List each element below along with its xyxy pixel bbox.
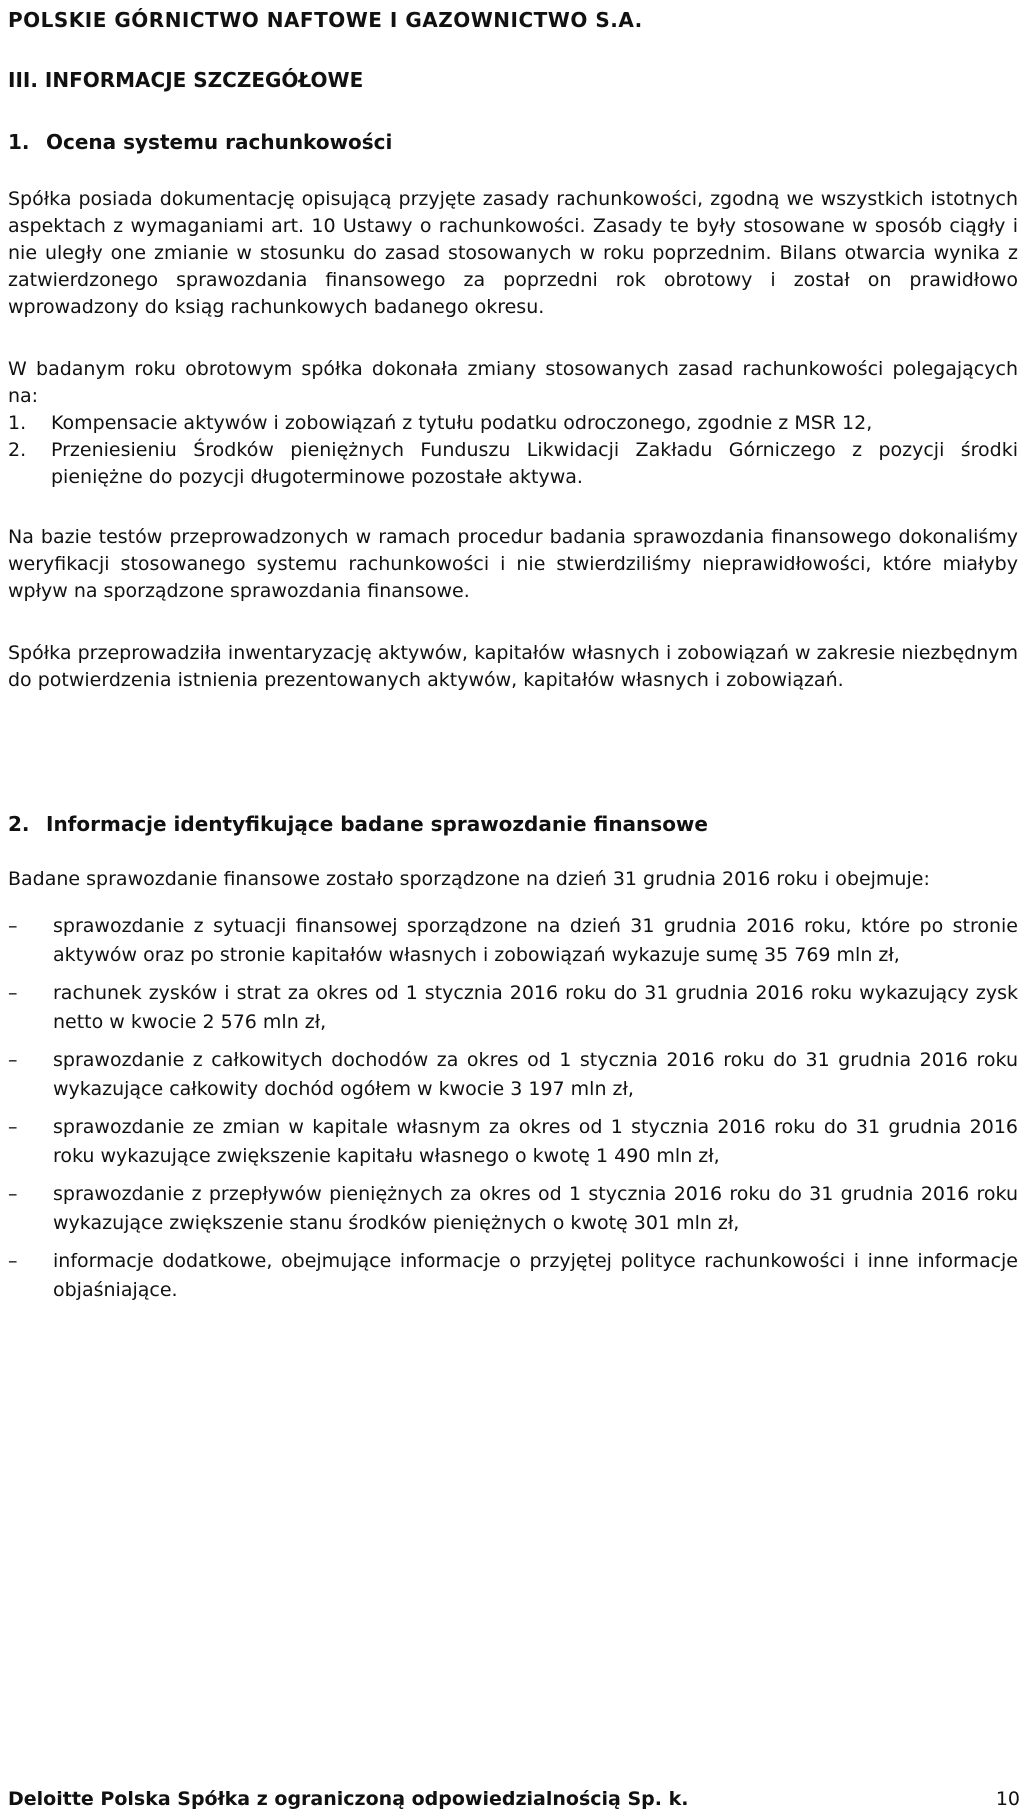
list-item [8, 410, 1018, 437]
dash-marker: – [8, 1183, 18, 1205]
list-text: rachunek zysków i strat za okres od 1 stycznia 2016 roku do 31 grudnia 2016 roku wykazujący zysk netto w kwocie 2 576 mln zł, [53, 982, 1018, 1033]
paragraph-accounting-policy: Spółka posiada dokumentację opisującą przyjęte zasady rachunkowości, zgodną we wszystkich istotnych aspektach z wymaganiami art. 10 Ustawy o rachunkowości. Zasady te były stosowane w sposób ciągły i nie uległy one zmianie w stosunku do zasad stosowanych w roku poprzednim. Bilans otwarcia wynika z zatwierdzonego sprawozdania finansowego za poprzedni rok obrotowy i został on prawidłowo wprowadzony do ksiąg rachunkowych badanego okresu. [8, 188, 1018, 318]
footer-firm-name: Deloitte Polska Spółka z ograniczoną odpowiedzialnością Sp. k. [8, 1788, 689, 1810]
list-text: Przeniesieniu Środków pieniężnych Funduszu Likwidacji Zakładu Górniczego z pozycji środki pieniężne do pozycji długoterminowe pozostałe aktywa. [51, 439, 1018, 488]
list-text: informacje dodatkowe, obejmujące informacje o przyjętej polityce rachunkowości i inne informacje objaśniające. [53, 1250, 1018, 1301]
dash-marker: – [8, 1049, 18, 1071]
policy-changes-list [8, 410, 1018, 491]
paragraph-policy-changes: W badanym roku obrotowym spółka dokonała zmiany stosowanych zasad rachunkowości polegających na: [8, 358, 1018, 407]
dash-marker: – [8, 982, 18, 1004]
list-text: sprawozdanie z przepływów pieniężnych za okres od 1 stycznia 2016 roku do 31 grudnia 2016 roku wykazujące zwiększenie stanu środków pieniężnych o kwotę 301 mln zł, [53, 1183, 1018, 1234]
list-text: sprawozdanie z sytuacji finansowej sporządzone na dzień 31 grudnia 2016 roku, które po stronie aktywów oraz po stronie kapitałów własnych i zobowiązań wykazuje sumę 35 769 mln zł, [53, 915, 1018, 966]
section-heading: III. INFORMACJE SZCZEGÓŁOWE [8, 68, 364, 92]
list-item [8, 1247, 1018, 1304]
dash-marker: – [8, 1250, 18, 1272]
section-2-number: 2. [8, 812, 30, 836]
list-text: sprawozdanie ze zmian w kapitale własnym za okres od 1 stycznia 2016 roku do 31 grudnia 2016 roku wykazujące zwiększenie kapitału własnego o kwotę 1 490 mln zł, [53, 1116, 1018, 1167]
list-text: Kompensacie aktywów i zobowiązań z tytułu podatku odroczonego, zgodnie z MSR 12, [51, 412, 873, 434]
company-header: POLSKIE GÓRNICTWO NAFTOWE I GAZOWNICTWO S.A. [8, 8, 643, 32]
section-2-heading [8, 812, 708, 836]
section-1-title: Ocena systemu rachunkowości [46, 130, 393, 154]
list-item [8, 912, 1018, 969]
list-item [8, 979, 1018, 1036]
page-number: 10 [995, 1788, 1020, 1810]
list-item [8, 1113, 1018, 1170]
list-item [8, 1180, 1018, 1237]
list-text: sprawozdanie z całkowitych dochodów za okres od 1 stycznia 2016 roku do 31 grudnia 2016 roku wykazujące całkowity dochód ogółem w kwocie 3 197 mln zł, [53, 1049, 1018, 1100]
paragraph-test-results: Na bazie testów przeprowadzonych w ramach procedur badania sprawozdania finansowego dokonaliśmy weryfikacji stosowanego systemu rachunkowości i nie stwierdziliśmy nieprawidłowości, które miałyby wpływ na sporządzone sprawozdania finansowe. [8, 526, 1018, 602]
list-number: 1. [8, 412, 27, 434]
dash-marker: – [8, 1116, 18, 1138]
statement-components-list [8, 912, 1018, 1314]
section-2-title: Informacje identyfikujące badane sprawozdanie finansowe [46, 812, 708, 836]
dash-marker: – [8, 915, 18, 937]
paragraph-inventory: Spółka przeprowadziła inwentaryzację aktywów, kapitałów własnych i zobowiązań w zakresie niezbędnym do potwierdzenia istnienia prezentowanych aktywów, kapitałów własnych i zobowiązań. [8, 642, 1018, 691]
paragraph-statement-intro: Badane sprawozdanie finansowe zostało sporządzone na dzień 31 grudnia 2016 roku i obejmuje: [8, 868, 930, 890]
section-1-heading [8, 130, 392, 154]
list-item [8, 1046, 1018, 1103]
list-item [8, 437, 1018, 491]
list-number: 2. [8, 439, 27, 461]
section-1-number: 1. [8, 130, 30, 154]
